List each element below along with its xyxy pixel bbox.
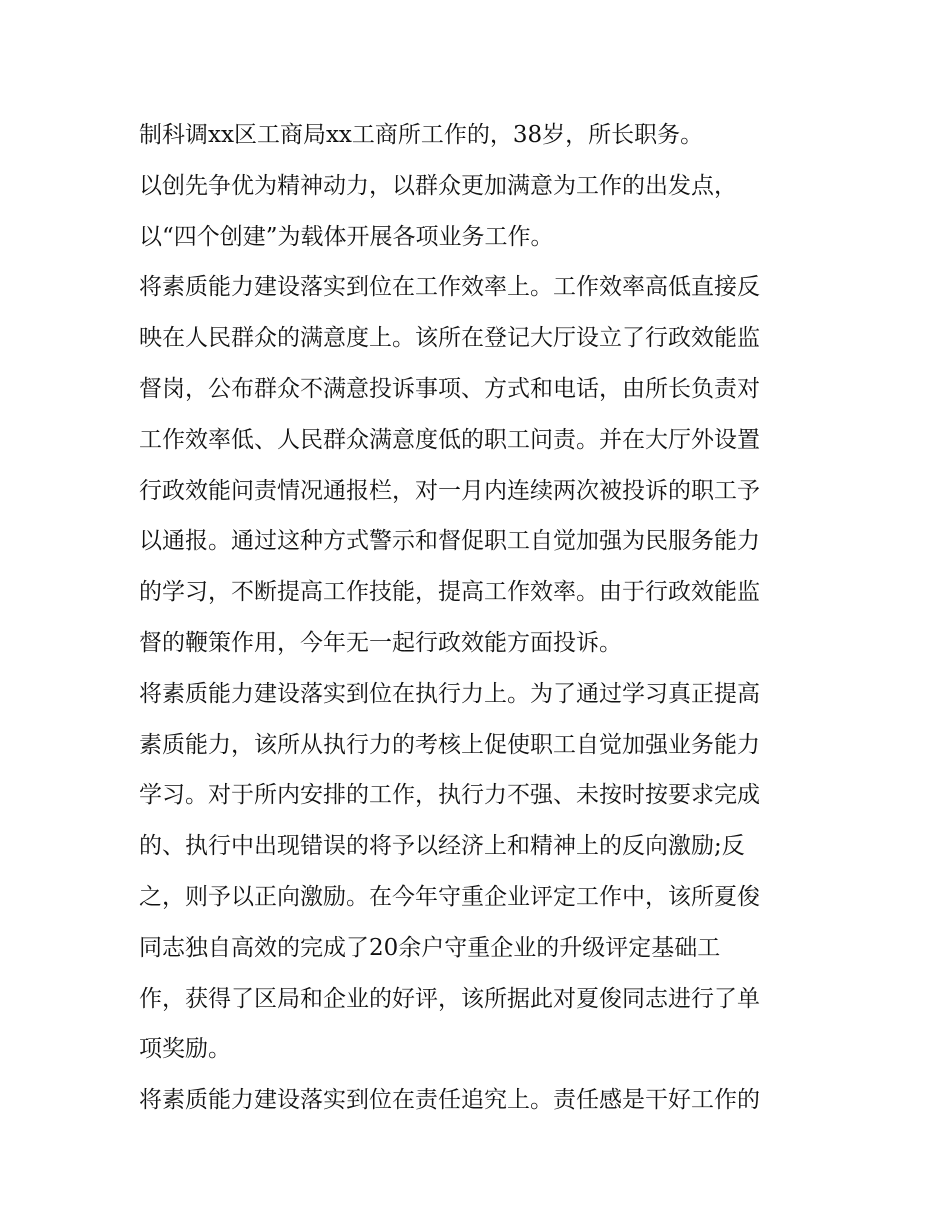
text-line: 学习。对于所内安排的工作，执行力不强、未按时按要求完成 — [139, 782, 760, 809]
text-line: 的、执行中出现错误的将予以经济上和精神上的反向激励;反 — [139, 833, 745, 860]
text-line: 将素质能力建设落实到位在工作效率上。工作效率高低直接反 — [139, 274, 760, 301]
text-line: 将素质能力建设落实到位在执行力上。为了通过学习真正提高 — [139, 680, 760, 707]
text-line: 督的鞭策作用，今年无一起行政效能方面投诉。 — [139, 629, 622, 656]
text-line: 以通报。通过这种方式警示和督促职工自觉加强为民服务能力 — [139, 528, 760, 555]
body-text — [139, 110, 829, 1126]
text-line: 作，获得了区局和企业的好评，该所据此对夏俊同志进行了单 — [139, 985, 760, 1012]
text-line: 制科调xx区工商局xx工商所工作的，38岁，所长职务。 — [139, 122, 704, 148]
text-line: 将素质能力建设落实到位在责任追究上。责任感是干好工作的 — [139, 1087, 760, 1114]
text-line: 以“四个创建”为载体开展各项业务工作。 — [139, 223, 554, 250]
text-line: 之，则予以正向激励。在今年守重企业评定工作中，该所夏俊 — [139, 883, 760, 910]
text-line: 项奖励。 — [139, 1036, 231, 1063]
text-line: 行政效能问责情况通报栏，对一月内连续两次被投诉的职工予 — [139, 477, 760, 504]
text-line: 映在人民群众的满意度上。该所在登记大厅设立了行政效能监 — [139, 325, 760, 352]
text-line: 的学习，不断提高工作技能，提高工作效率。由于行政效能监 — [139, 579, 760, 606]
text-line: 工作效率低、人民群众满意度低的职工问责。并在大厅外设置 — [139, 426, 760, 453]
text-line: 督岗，公布群众不满意投诉事项、方式和电话，由所长负责对 — [139, 375, 760, 402]
text-line: 素质能力，该所从执行力的考核上促使职工自觉加强业务能力 — [139, 731, 760, 758]
text-line: 以创先争优为精神动力，以群众更加满意为工作的出发点， — [139, 172, 737, 199]
text-line: 同志独自高效的完成了20余户守重企业的升级评定基础工 — [139, 934, 721, 961]
